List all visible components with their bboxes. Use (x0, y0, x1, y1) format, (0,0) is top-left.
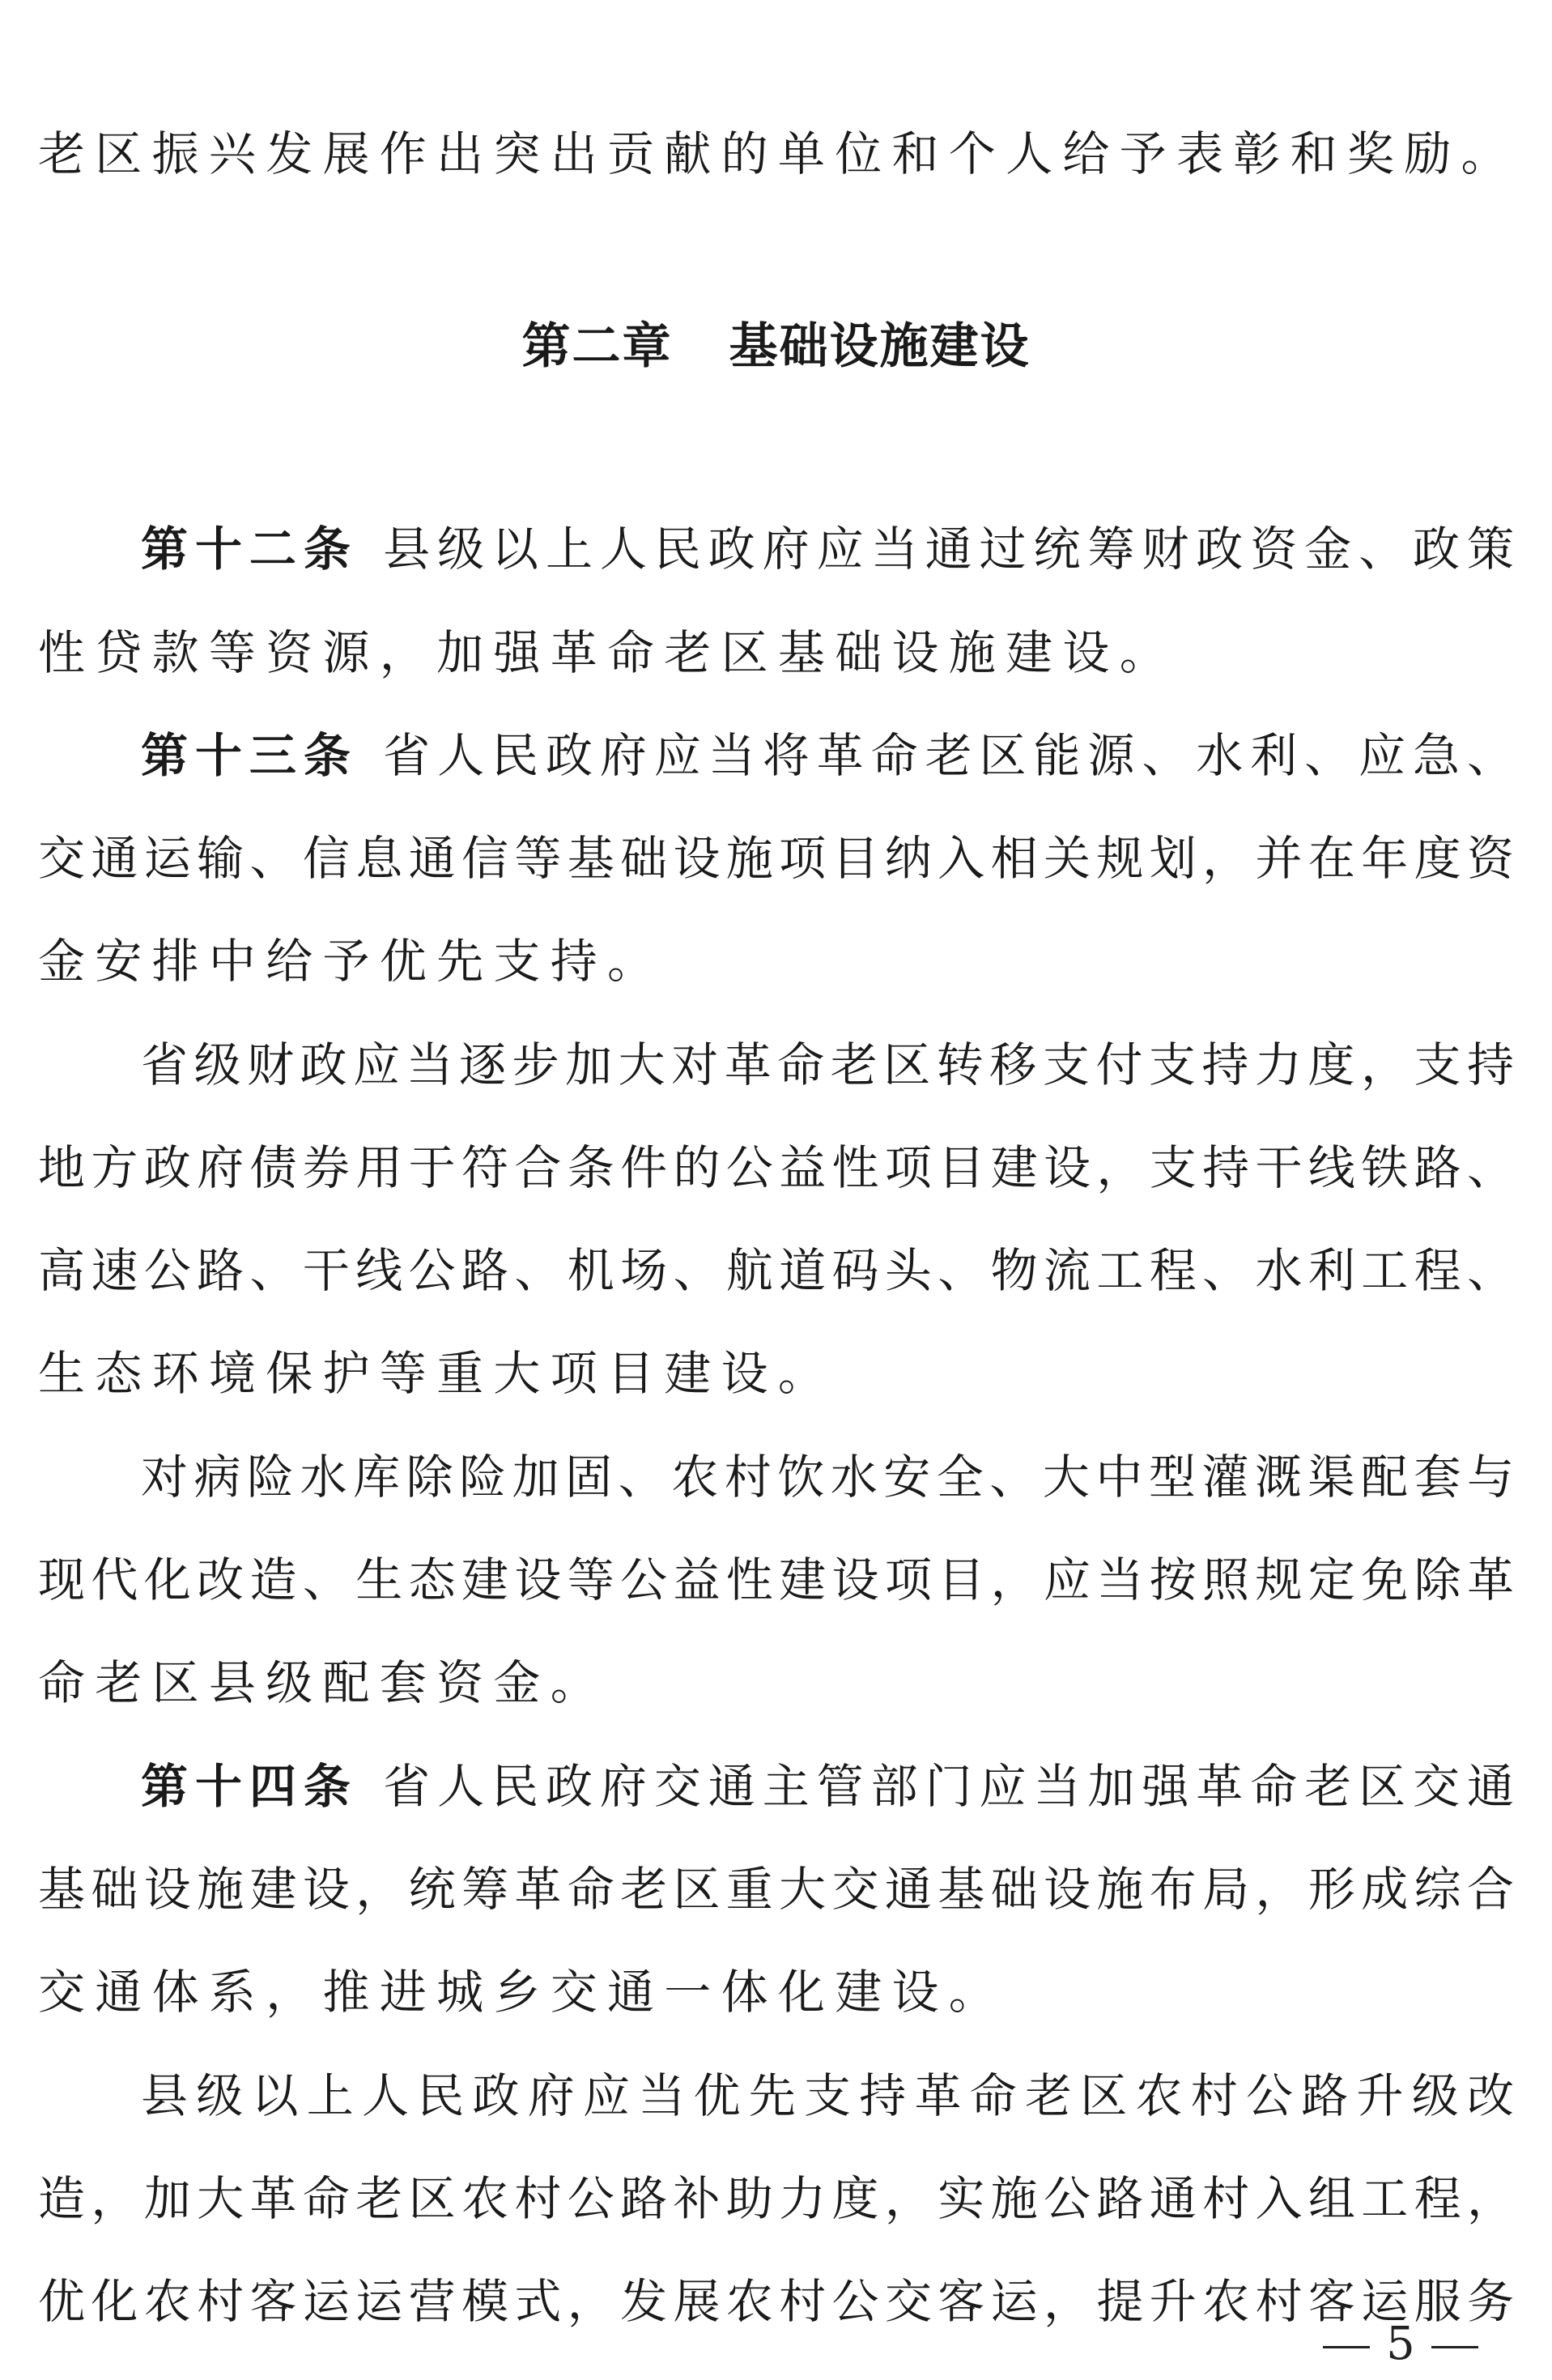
text-line: 优化农村客运运营模式，发展农村公交客运，提升农村客运服务 (38, 2274, 1514, 2329)
text-line: 基础设施建设，统筹革命老区重大交通基础设施布局，形成综合 (38, 1862, 1514, 1917)
text-line: 高速公路、干线公路、机场、航道码头、物流工程、水利工程、 (38, 1243, 1514, 1298)
text-line: 交通运输、信息通信等基础设施项目纳入相关规划，并在年度资 (38, 831, 1514, 886)
article-label: 第十二条 (141, 522, 358, 577)
text-line: 交通体系，推进城乡交通一体化建设。 (38, 1965, 1006, 2020)
article-text: 县级以上人民政府应当通过统筹财政资金、政策 (383, 522, 1514, 577)
article-text: 省人民政府交通主管部门应当加强革命老区交通 (383, 1759, 1514, 1814)
text-line: 县级以上人民政府应当优先支持革命老区农村公路升级改 (141, 2068, 1514, 2123)
text-line: 现代化改造、生态建设等公益性建设项目，应当按照规定免除革 (38, 1552, 1514, 1607)
text-line: 省级财政应当逐步加大对革命老区转移支付支持力度，支持 (141, 1037, 1514, 1092)
chapter-heading (0, 314, 1552, 379)
article-13-first-line (141, 723, 1514, 788)
text-line: 金安排中给予优先支持。 (38, 934, 665, 989)
page-number-value: 5 (1386, 2318, 1415, 2370)
text-line: 性贷款等资源，加强革命老区基础设施建设。 (38, 625, 1177, 680)
text-line: 对病险水库除险加固、农村饮水安全、大中型灌溉渠配套与 (141, 1450, 1514, 1505)
text-line: 地方政府债券用于符合条件的公益性项目建设，支持干线铁路、 (38, 1140, 1514, 1195)
article-label: 第十三条 (141, 728, 358, 783)
text-line: 命老区县级配套资金。 (38, 1655, 608, 1710)
text-line: 老区振兴发展作出突出贡献的单位和个人给予表彰和奖励。 (38, 126, 1518, 181)
page-number-dash (1323, 2346, 1370, 2348)
text-line: 造，加大革命老区农村公路补助力度，实施公路通村入组工程， (38, 2171, 1514, 2226)
page-number (1295, 2316, 1506, 2373)
page-number-dash (1431, 2346, 1478, 2348)
chapter-title: 基础设施建设 (729, 318, 1031, 375)
article-label: 第十四条 (141, 1759, 358, 1814)
article-14-first-line (141, 1754, 1514, 1819)
article-12-first-line (141, 517, 1514, 581)
chapter-number: 第二章 (521, 318, 673, 375)
text-line: 生态环境保护等重大项目建设。 (38, 1346, 836, 1401)
article-text: 省人民政府应当将革命老区能源、水利、应急、 (383, 728, 1514, 783)
